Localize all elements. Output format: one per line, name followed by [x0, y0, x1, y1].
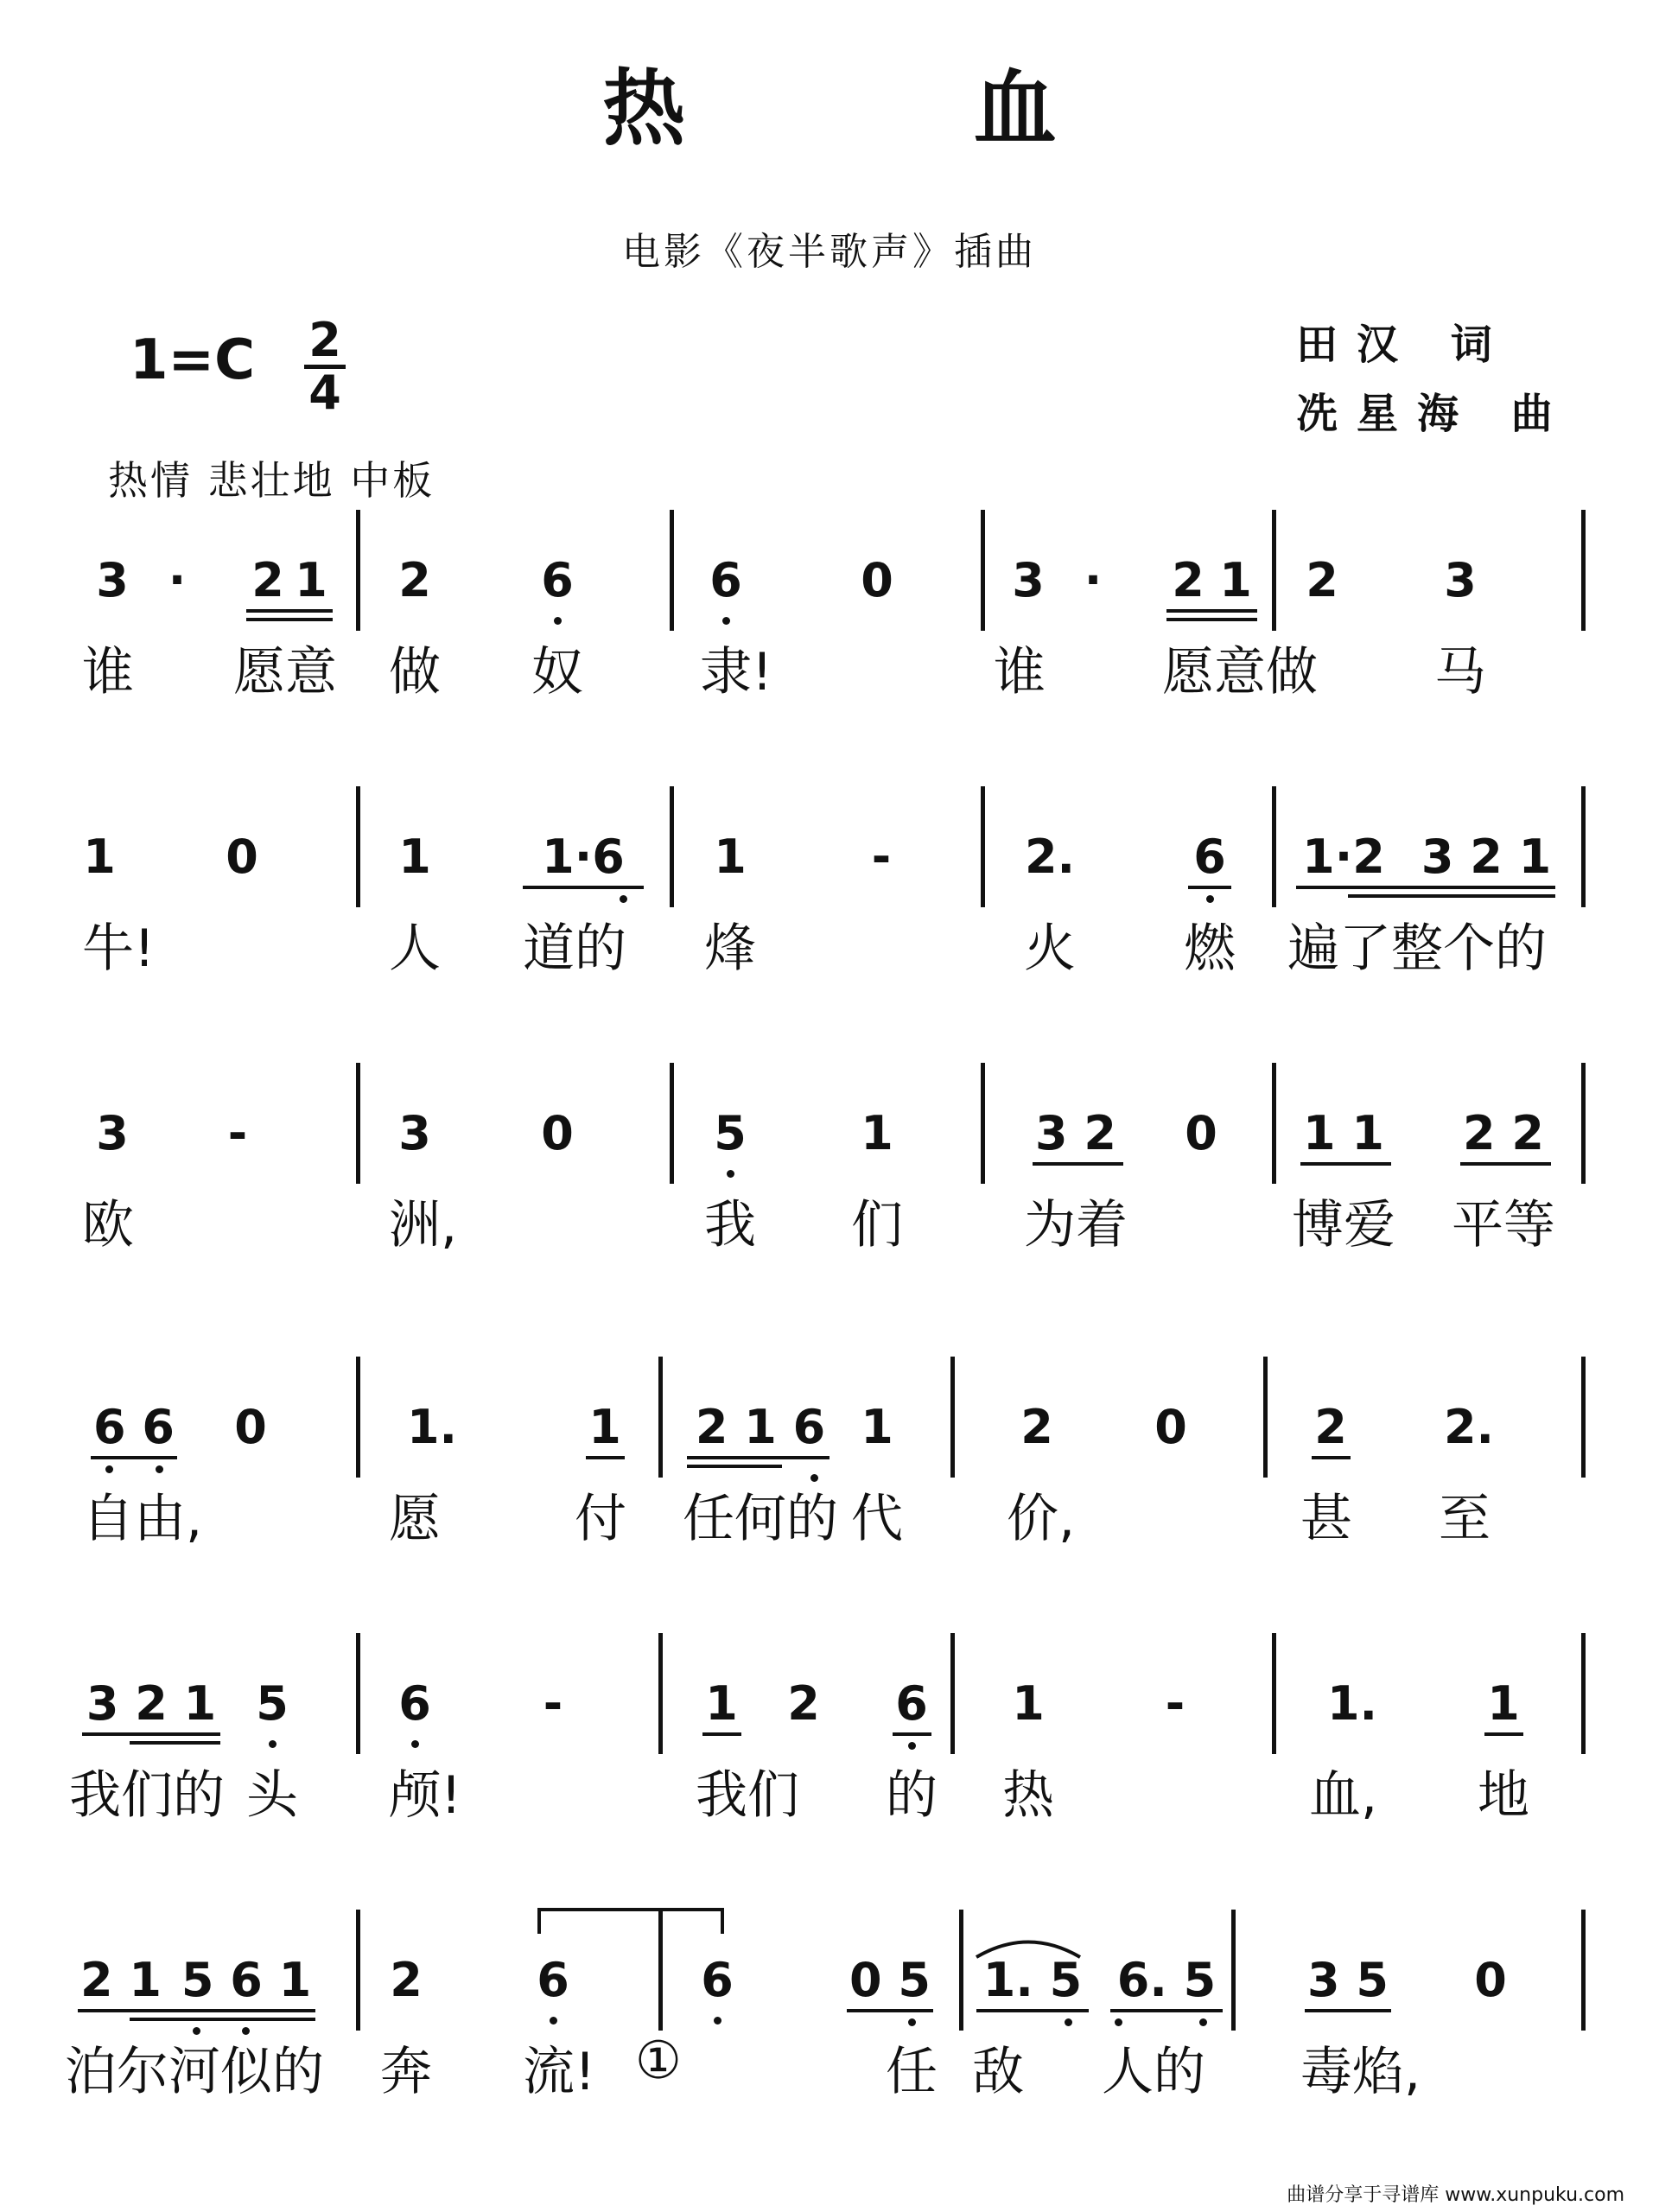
note: 6: [541, 553, 574, 607]
note: 6: [537, 1953, 569, 2007]
lyric: 马: [1434, 642, 1486, 702]
time-signature-bottom: 4: [308, 365, 341, 420]
low-octave-dot: [554, 617, 562, 625]
note: 2: [1020, 1400, 1053, 1454]
note: 3 2: [1035, 1106, 1116, 1160]
bar-line: [1581, 1633, 1586, 1754]
low-octave-dot: [1065, 2018, 1072, 2026]
lyric: 付: [575, 1489, 626, 1549]
note: 1. 5: [982, 1953, 1083, 2007]
note: 5 6 1: [181, 1953, 312, 2007]
note: 0: [1474, 1953, 1507, 2007]
note: 1: [1219, 553, 1252, 607]
low-octave-dot: [269, 1740, 276, 1748]
lyric: 燃: [1184, 918, 1236, 979]
note: 1: [588, 1400, 621, 1454]
note: 2: [398, 553, 431, 607]
slur: [536, 1901, 726, 1936]
underline: [687, 1456, 830, 1459]
note: 0: [861, 553, 893, 607]
time-signature: [304, 313, 346, 420]
note: -: [227, 1106, 248, 1160]
low-octave-dot: [722, 617, 730, 625]
lyric: 我们的: [69, 1765, 225, 1826]
note: 3 2 1: [86, 1676, 217, 1731]
note: 1.: [406, 1400, 458, 1454]
score-row-4: [0, 1348, 1659, 1607]
note: 3 5: [1307, 1953, 1389, 2007]
lyric: 任: [886, 2042, 938, 2102]
note: 1.: [1326, 1676, 1378, 1731]
note: 2 2: [1463, 1106, 1544, 1160]
note: 1: [705, 1676, 738, 1731]
note: 3: [398, 1106, 431, 1160]
underline: [893, 1732, 931, 1736]
song-subtitle: 电影《夜半歌声》插曲: [622, 230, 1037, 274]
bar-line: [356, 510, 360, 631]
bar-line: [1272, 1633, 1276, 1754]
lyric: 的: [886, 1765, 938, 1826]
underline: [523, 886, 644, 889]
lyric: 流!: [523, 2042, 596, 2102]
note: 0: [234, 1400, 267, 1454]
underline: [687, 1465, 782, 1468]
note: 1: [1012, 1676, 1045, 1731]
underline: [78, 2009, 315, 2012]
bar-line: [670, 786, 674, 907]
underline: [1348, 894, 1555, 898]
score-row-6: [0, 1901, 1659, 2160]
low-octave-dot: [1199, 2018, 1207, 2026]
note: 3: [1444, 553, 1477, 607]
bar-line: [658, 1357, 663, 1478]
lyric: 热: [1002, 1765, 1054, 1826]
bar-line: [1581, 510, 1586, 631]
bar-line: [1581, 1910, 1586, 2031]
note: 6: [398, 1676, 431, 1731]
note: 2.: [1443, 1400, 1495, 1454]
bar-line: [356, 1357, 360, 1478]
underline: [976, 2009, 1089, 2012]
underline: [1305, 2009, 1391, 2012]
note: 2: [1306, 553, 1338, 607]
note: 2: [1314, 1400, 1347, 1454]
note: -: [543, 1676, 563, 1731]
note-dot: ·: [1084, 553, 1103, 607]
lyric: 谁: [82, 642, 134, 702]
bar-line: [1263, 1357, 1268, 1478]
note: 2: [1172, 553, 1205, 607]
lyric: 自由,: [82, 1489, 203, 1549]
lyricist-credit: 田汉 词: [1296, 321, 1511, 369]
lyric: 博爱: [1292, 1195, 1395, 1255]
note: 1·2: [1302, 830, 1385, 884]
low-octave-dot: [550, 2017, 557, 2024]
note: 0: [1185, 1106, 1217, 1160]
note: 3: [1012, 553, 1045, 607]
note: -: [1165, 1676, 1185, 1731]
lyric: 火: [1024, 918, 1076, 979]
note: 0: [541, 1106, 574, 1160]
low-octave-dot: [105, 1465, 113, 1473]
note: 6: [895, 1676, 928, 1731]
lyric: 为着: [1024, 1195, 1128, 1255]
note: -: [871, 830, 892, 884]
note: 5: [256, 1676, 289, 1731]
underline: [1460, 1162, 1551, 1166]
lyric: 洲,: [389, 1195, 458, 1255]
bar-line: [981, 510, 985, 631]
underline: [246, 609, 333, 613]
underline: [1033, 1162, 1123, 1166]
lyric: 颅!: [389, 1765, 462, 1826]
note: 1: [295, 553, 327, 607]
source-footer: 曲谱分享于寻谱库 www.xunpuku.com: [1287, 2184, 1624, 2206]
bar-line: [670, 510, 674, 631]
lyric: 代: [851, 1489, 903, 1549]
underline: [1296, 886, 1555, 889]
underline: [1166, 609, 1257, 613]
lyric: 价,: [1007, 1489, 1076, 1549]
bar-line: [1581, 1357, 1586, 1478]
underline: [1166, 618, 1257, 621]
lyric: 愿: [389, 1489, 441, 1549]
key-signature: 1=C: [130, 328, 256, 392]
lyric: 欧: [82, 1195, 134, 1255]
bar-line: [1272, 1063, 1276, 1184]
lyric: 人的: [1102, 2042, 1205, 2102]
bar-line: [959, 1910, 963, 2031]
lyric: 我: [704, 1195, 756, 1255]
underline: [1484, 1732, 1523, 1736]
bar-line: [1272, 510, 1276, 631]
lyric: 头: [246, 1765, 298, 1826]
note: 1·6: [542, 830, 625, 884]
composer-credit: 冼星海 曲: [1296, 390, 1572, 438]
note: 2 1 6: [695, 1400, 826, 1454]
underline: [1188, 886, 1231, 889]
low-octave-dot: [1206, 895, 1214, 903]
lyric: 泊尔河似的: [65, 2042, 324, 2102]
lyric: 烽: [704, 918, 756, 979]
bar-line: [356, 1063, 360, 1184]
underline: [130, 2018, 315, 2021]
note: 6: [701, 1953, 734, 2007]
note: 3: [96, 1106, 129, 1160]
note: 1: [83, 830, 116, 884]
note: 1 1: [1303, 1106, 1384, 1160]
lyric: 道的: [523, 918, 626, 979]
lyric: 做: [389, 642, 441, 702]
bar-line: [356, 786, 360, 907]
lyric: 我们: [696, 1765, 799, 1826]
lyric: 任何的: [683, 1489, 838, 1549]
lyric: 毒焰,: [1300, 2042, 1421, 2102]
bar-line: [356, 1633, 360, 1754]
note: 6: [709, 553, 742, 607]
note: 0 5: [849, 1953, 931, 2007]
lyric: 敌: [972, 2042, 1024, 2102]
note: 2 1: [80, 1953, 162, 2007]
underline: [130, 1741, 220, 1745]
low-octave-dot: [1115, 2018, 1122, 2026]
lyric: 奔: [380, 2042, 432, 2102]
note: 2.: [1024, 830, 1076, 884]
tempo-marking: 热情 悲壮地 中板: [108, 457, 435, 504]
low-octave-dot: [727, 1170, 734, 1178]
lyric: 血,: [1309, 1765, 1378, 1826]
score-row-5: [0, 1624, 1659, 1884]
note: 1: [861, 1106, 893, 1160]
note: 2: [787, 1676, 820, 1731]
underline: [91, 1456, 177, 1459]
underline: [1110, 2009, 1223, 2012]
bar-line: [981, 786, 985, 907]
lyric: 遍了整个的: [1287, 918, 1547, 979]
note: 3: [96, 553, 129, 607]
bar-line: [1231, 1910, 1236, 2031]
lyric: 人: [389, 918, 441, 979]
lyric: 至: [1439, 1489, 1491, 1549]
low-octave-dot: [714, 2017, 721, 2024]
lyric: 愿意: [233, 642, 337, 702]
underline: [82, 1732, 220, 1736]
low-octave-dot: [156, 1465, 163, 1473]
underline: [246, 618, 333, 621]
note: 1: [1487, 1676, 1520, 1731]
underline: [586, 1456, 625, 1459]
underline: [1312, 1456, 1351, 1459]
bar-line: [658, 1633, 663, 1754]
score-row-1: [0, 501, 1659, 760]
bar-line: [950, 1633, 955, 1754]
bar-line: [670, 1063, 674, 1184]
time-signature-top: 2: [304, 316, 346, 369]
note: 1: [714, 830, 747, 884]
note: 6: [1193, 830, 1226, 884]
lyric: 隶!: [700, 642, 773, 702]
note: 6. 5: [1116, 1953, 1217, 2007]
bar-line: [950, 1357, 955, 1478]
note: 3 2 1: [1421, 830, 1552, 884]
low-octave-dot: [411, 1740, 419, 1748]
song-title: 热 血: [602, 60, 1186, 157]
note: 0: [226, 830, 258, 884]
note: 5: [714, 1106, 747, 1160]
bar-line: [658, 1910, 663, 2031]
low-octave-dot: [620, 895, 627, 903]
low-octave-dot: [908, 2018, 916, 2026]
underline: [1300, 1162, 1391, 1166]
bar-line: [981, 1063, 985, 1184]
score-row-3: [0, 1054, 1659, 1313]
lyric: 甚: [1300, 1489, 1352, 1549]
bar-line: [1581, 1063, 1586, 1184]
lyric: 谁: [994, 642, 1046, 702]
lyric: 们: [851, 1195, 903, 1255]
note: 2: [251, 553, 284, 607]
lyric: 牛!: [82, 918, 156, 979]
note: 1: [861, 1400, 893, 1454]
note: 2: [390, 1953, 423, 2007]
note: 6 6: [93, 1400, 175, 1454]
underline: [702, 1732, 741, 1736]
underline: [847, 2009, 933, 2012]
lyric: 奴: [531, 642, 583, 702]
lyric: 地: [1478, 1765, 1529, 1826]
footnote-marker: ①: [635, 2031, 682, 2091]
note: 0: [1154, 1400, 1187, 1454]
note: 1: [398, 830, 431, 884]
note-dot: ·: [168, 553, 187, 607]
bar-line: [356, 1910, 360, 2031]
lyric: 愿意做: [1162, 642, 1318, 702]
score-row-2: [0, 778, 1659, 1037]
low-octave-dot: [908, 1742, 916, 1750]
bar-line: [1581, 786, 1586, 907]
lyric: 平等: [1452, 1195, 1555, 1255]
bar-line: [1272, 786, 1276, 907]
